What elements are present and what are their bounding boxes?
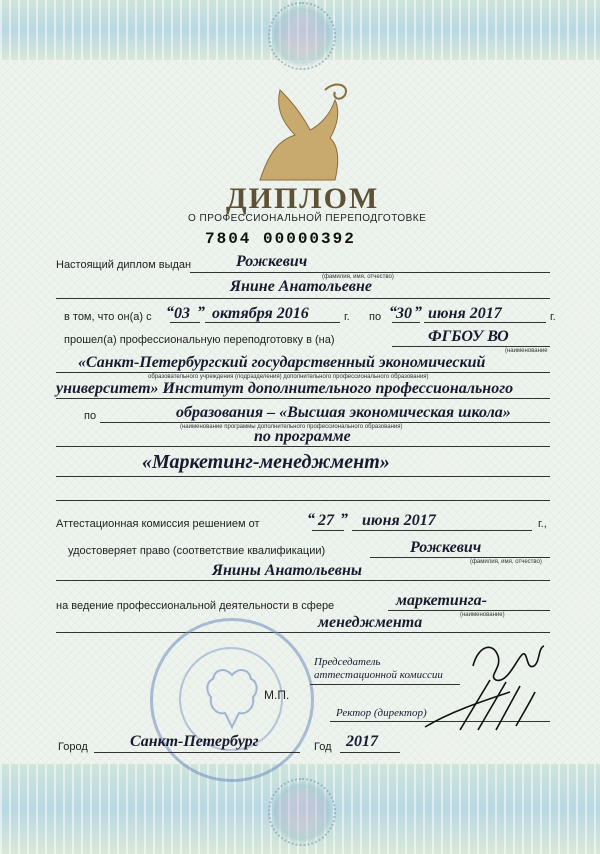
activity-line-2: менеджмента — [318, 614, 423, 631]
diploma-title: ДИПЛОМ — [226, 182, 380, 215]
rector-title: Ректор (директор) — [336, 707, 427, 719]
official-stamp — [150, 618, 314, 782]
recipient-given-names: Янине Анатольевне — [230, 278, 372, 295]
recipient-surname: Рожкевич — [236, 253, 308, 270]
top-rosette-icon — [268, 2, 336, 70]
recipient-caption: (фамилия, имя, отчество) — [322, 274, 394, 280]
chair-title-2: аттестационной комиссии — [314, 669, 443, 681]
year-value: 2017 — [346, 733, 378, 750]
period-prefix: в том, что он(а) с — [64, 311, 152, 323]
institution-line-3: образования – «Высшая экономическая школа» — [176, 404, 511, 421]
program-prefix: по программе — [254, 428, 351, 445]
commission-month-year: июня 2017 — [362, 512, 436, 529]
commission-day: 27 — [318, 512, 334, 529]
institution-line-2: университет» Институт дополнительного профессионального — [56, 380, 514, 397]
institution-short-name: ФГБОУ ВО — [428, 328, 509, 345]
end-month-year: июня 2017 — [428, 305, 502, 322]
diploma-number: 7804 00000392 — [205, 230, 356, 248]
program-name: «Маркетинг-менеджмент» — [142, 451, 390, 473]
activity-label: на ведение профессиональной деятельности в сфере — [56, 600, 335, 612]
city-value: Санкт-Петербург — [130, 733, 259, 750]
certifies-label: удостоверяет право (соответствие квалификации) — [68, 545, 326, 557]
start-day: 03 — [174, 305, 190, 322]
activity-line-1: маркетинга- — [396, 592, 487, 609]
griffin-emblem-icon — [240, 80, 360, 185]
diploma-subtitle: О ПРОФЕССИОНАЛЬНОЙ ПЕРЕПОДГОТОВКЕ — [188, 213, 427, 224]
commission-surname: Рожкевич — [410, 539, 482, 556]
rector-signature — [420, 672, 540, 736]
end-day: 30 — [396, 305, 412, 322]
chair-title-1: Председатель — [314, 656, 381, 668]
bottom-rosette-icon — [268, 778, 336, 846]
issued-to-label: Настоящий диплом выдан — [56, 259, 192, 271]
commission-prefix: Аттестационная комиссия решением от — [56, 518, 260, 530]
institution-label: прошел(а) профессиональную переподготовку в (на) — [64, 334, 335, 346]
city-label: Город — [58, 741, 88, 753]
institution-line-1: «Санкт-Петербургский государственный экономический — [78, 354, 486, 371]
year-label: Год — [314, 741, 332, 753]
start-month-year: октября 2016 — [212, 305, 309, 322]
commission-given-names: Янины Анатольевны — [212, 562, 362, 579]
stamp-place-mark: М.П. — [264, 688, 290, 702]
